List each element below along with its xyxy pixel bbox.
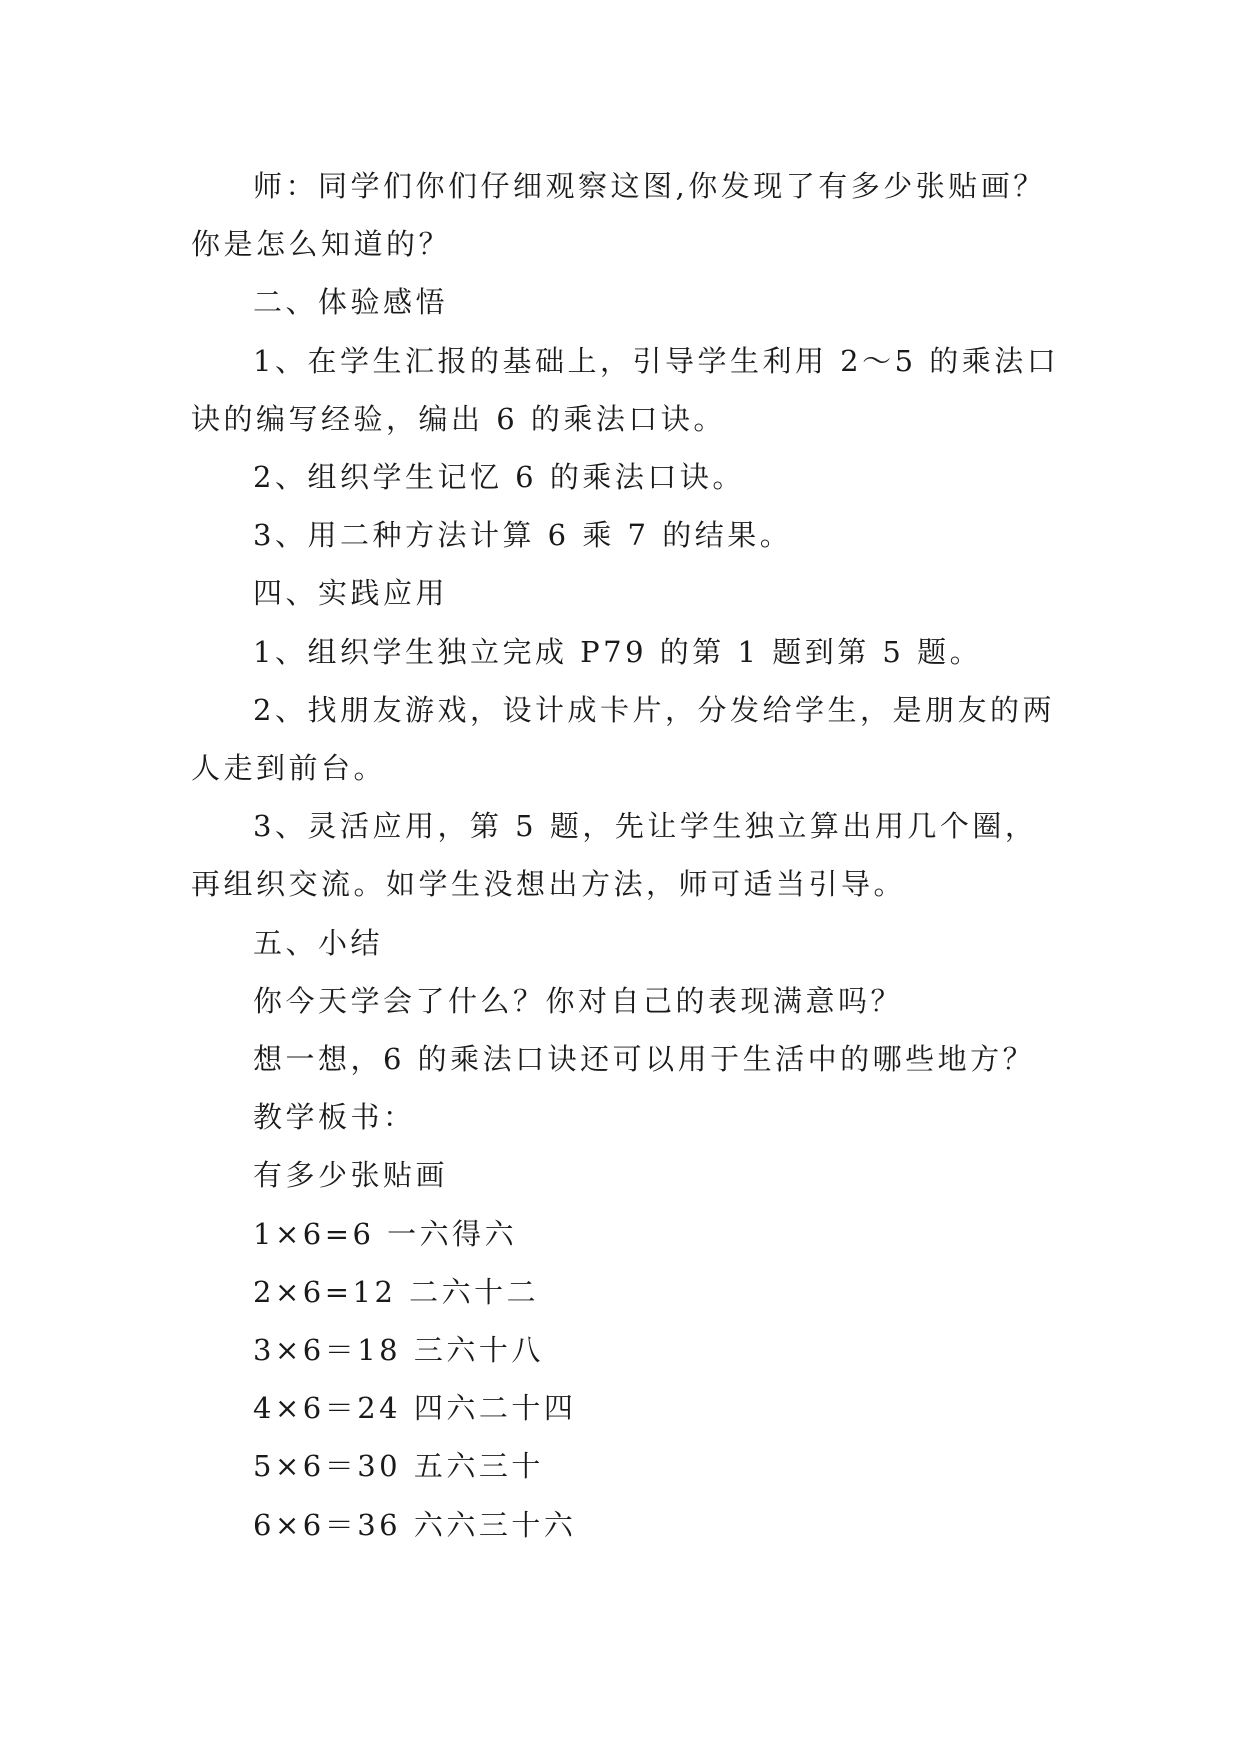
blackboard-heading: 教学板书： xyxy=(253,1100,416,1135)
paragraph-question: 师：同学们你们仔细观察这图,你发现了有多少张贴画？你是怎么知道的？ xyxy=(191,169,1046,262)
paragraph-think: 想一想，6 的乘法口诀还可以用于生活中的哪些地方？ xyxy=(253,1042,1036,1077)
document-body xyxy=(191,157,1061,1554)
blackboard-line: 5×6＝30 五六三十 xyxy=(253,1449,544,1484)
paragraph-practice-1: 1、组织学生独立完成 P79 的第 1 题到第 5 题。 xyxy=(253,634,983,669)
blackboard-line: 1×6=6 一六得六 xyxy=(253,1216,518,1251)
paragraph-practice-3: 3、灵活应用，第 5 题，先让学生独立算出用几个圈，再组织交流。如学生没想出方法，师可适当引导。 xyxy=(191,809,1038,902)
paragraph-step-1: 1、在学生汇报的基础上，引导学生利用 2～5 的乘法口诀的编写经验，编出 6 的乘法口诀。 xyxy=(191,343,1060,436)
section-heading-summary: 五、小结 xyxy=(253,925,384,960)
paragraph-step-2: 2、组织学生记忆 6 的乘法口诀。 xyxy=(253,460,745,495)
blackboard-line: 2×6=12 二六十二 xyxy=(253,1274,540,1309)
blackboard-line: 3×6＝18 三六十八 xyxy=(253,1333,544,1368)
paragraph-step-3: 3、用二种方法计算 6 乘 7 的结果。 xyxy=(253,518,793,553)
blackboard-title: 有多少张贴画 xyxy=(253,1158,449,1193)
section-heading-practice: 四、实践应用 xyxy=(253,576,449,611)
blackboard-line: 4×6＝24 四六二十四 xyxy=(253,1391,577,1426)
paragraph-practice-2: 2、找朋友游戏，设计成卡片，分发给学生，是朋友的两人走到前台。 xyxy=(191,692,1055,786)
blackboard-line: 6×6＝36 六六三十六 xyxy=(253,1507,577,1542)
paragraph-summary-question: 你今天学会了什么？你对自己的表现满意吗？ xyxy=(253,983,904,1018)
section-heading-experience: 二、体验感悟 xyxy=(253,285,449,320)
